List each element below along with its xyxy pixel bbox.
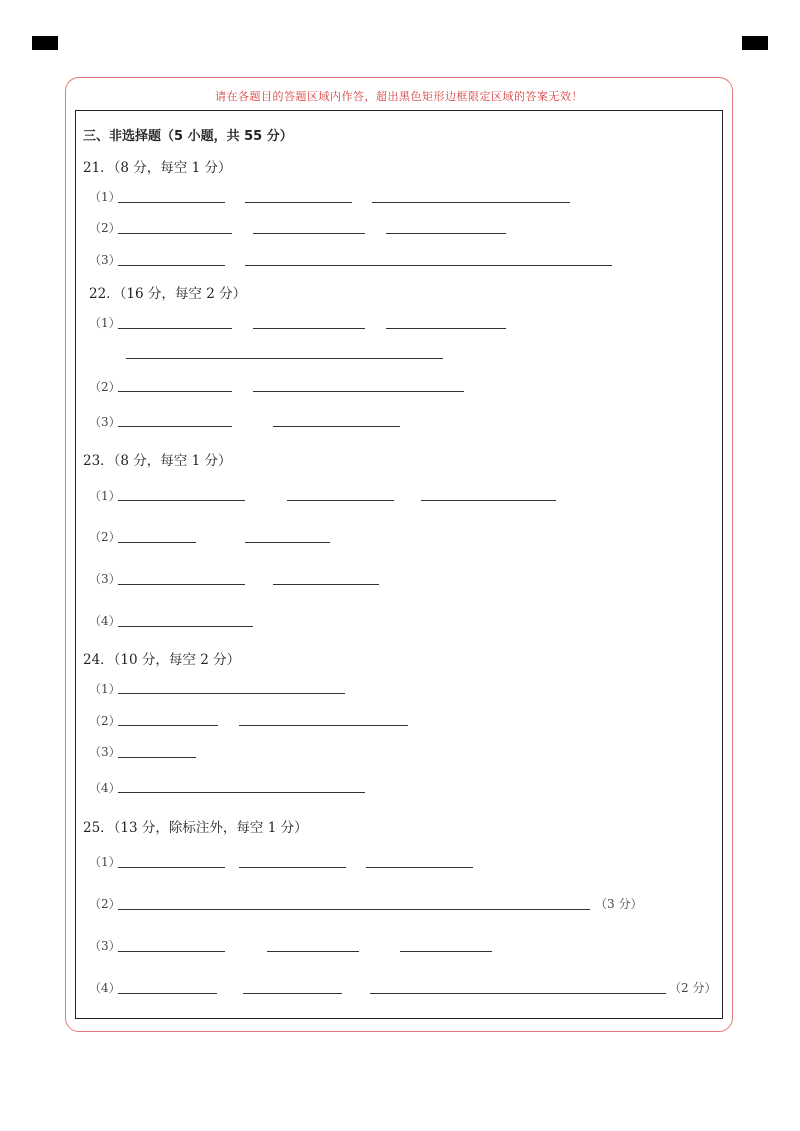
q22-p1-blank-4[interactable]: [126, 358, 443, 359]
q21-p2-blank-2[interactable]: [253, 233, 365, 234]
q23-p2-blank-1[interactable]: [118, 542, 196, 543]
q25-p1-blank-2[interactable]: [239, 867, 346, 868]
q24-p1-blank-1[interactable]: [118, 693, 345, 694]
q23-p3-blank-2[interactable]: [273, 584, 379, 585]
q24-p4-blank-1[interactable]: [118, 792, 365, 793]
q25-p3-blank-1[interactable]: [118, 951, 225, 952]
q22-p3-blank-2[interactable]: [273, 426, 400, 427]
answer-box: [75, 110, 723, 1019]
q23-p1-blank-3[interactable]: [421, 500, 556, 501]
q21-p2-blank-1[interactable]: [118, 233, 232, 234]
q25-p3-blank-3[interactable]: [400, 951, 492, 952]
q24-part3-label: （3）: [89, 745, 121, 759]
answer-area-frame: [65, 77, 733, 1032]
q22-part3-label: （3）: [89, 415, 121, 429]
q22-part1-label: （1）: [89, 316, 121, 330]
q21-p3-blank-2[interactable]: [245, 265, 612, 266]
q23-p3-blank-1[interactable]: [118, 584, 245, 585]
q25-part4-points: （2 分）: [669, 981, 717, 995]
q22-p2-blank-2[interactable]: [253, 391, 464, 392]
question-25-title: 25．（13 分，除标注外，每空 1 分）: [83, 820, 308, 836]
q21-p1-blank-2[interactable]: [245, 202, 352, 203]
q25-p2-blank-1[interactable]: [118, 909, 590, 910]
q25-p1-blank-3[interactable]: [366, 867, 473, 868]
q24-part2-label: （2）: [89, 714, 121, 728]
q21-part3-label: （3）: [89, 253, 121, 267]
q23-p1-blank-2[interactable]: [287, 500, 394, 501]
q23-part3-label: （3）: [89, 572, 121, 586]
q23-part4-label: （4）: [89, 614, 121, 628]
q25-part3-label: （3）: [89, 939, 121, 953]
q25-part2-label: （2）: [89, 897, 121, 911]
q25-part4-label: （4）: [89, 981, 121, 995]
q23-p2-blank-2[interactable]: [245, 542, 330, 543]
question-21-title: 21．（8 分，每空 1 分）: [83, 160, 232, 176]
q22-p1-blank-1[interactable]: [118, 328, 232, 329]
q25-p3-blank-2[interactable]: [267, 951, 359, 952]
q21-p3-blank-1[interactable]: [118, 265, 225, 266]
q22-part2-label: （2）: [89, 380, 121, 394]
q25-p1-blank-1[interactable]: [118, 867, 225, 868]
section-title: 三、非选择题（5 小题，共 55 分）: [83, 129, 293, 144]
q21-part1-label: （1）: [89, 190, 121, 204]
q25-part2-points: （3 分）: [595, 897, 643, 911]
q22-p1-blank-3[interactable]: [386, 328, 506, 329]
q22-p1-blank-2[interactable]: [253, 328, 365, 329]
q22-p2-blank-1[interactable]: [118, 391, 232, 392]
q24-p2-blank-2[interactable]: [239, 725, 408, 726]
answer-notice: 请在各题目的答题区域内作答，超出黑色矩形边框限定区域的答案无效！: [215, 90, 583, 103]
question-23-title: 23．（8 分，每空 1 分）: [83, 453, 232, 469]
q21-p1-blank-1[interactable]: [118, 202, 225, 203]
q22-p3-blank-1[interactable]: [118, 426, 232, 427]
q21-part2-label: （2）: [89, 221, 121, 235]
registration-mark-left: [32, 36, 58, 50]
q23-part1-label: （1）: [89, 489, 121, 503]
q24-part1-label: （1）: [89, 682, 121, 696]
q25-p4-blank-2[interactable]: [243, 993, 342, 994]
q24-part4-label: （4）: [89, 781, 121, 795]
q25-p4-blank-3[interactable]: [370, 993, 666, 994]
q23-p1-blank-1[interactable]: [118, 500, 245, 501]
question-22-title: 22．（16 分，每空 2 分）: [89, 286, 247, 302]
q23-part2-label: （2）: [89, 530, 121, 544]
q24-p3-blank-1[interactable]: [118, 757, 196, 758]
q21-p2-blank-3[interactable]: [386, 233, 506, 234]
registration-mark-right: [742, 36, 768, 50]
q25-part1-label: （1）: [89, 855, 121, 869]
q21-p1-blank-3[interactable]: [372, 202, 570, 203]
q25-p4-blank-1[interactable]: [118, 993, 217, 994]
q23-p4-blank-1[interactable]: [118, 626, 253, 627]
q24-p2-blank-1[interactable]: [118, 725, 218, 726]
question-24-title: 24．（10 分，每空 2 分）: [83, 652, 241, 668]
